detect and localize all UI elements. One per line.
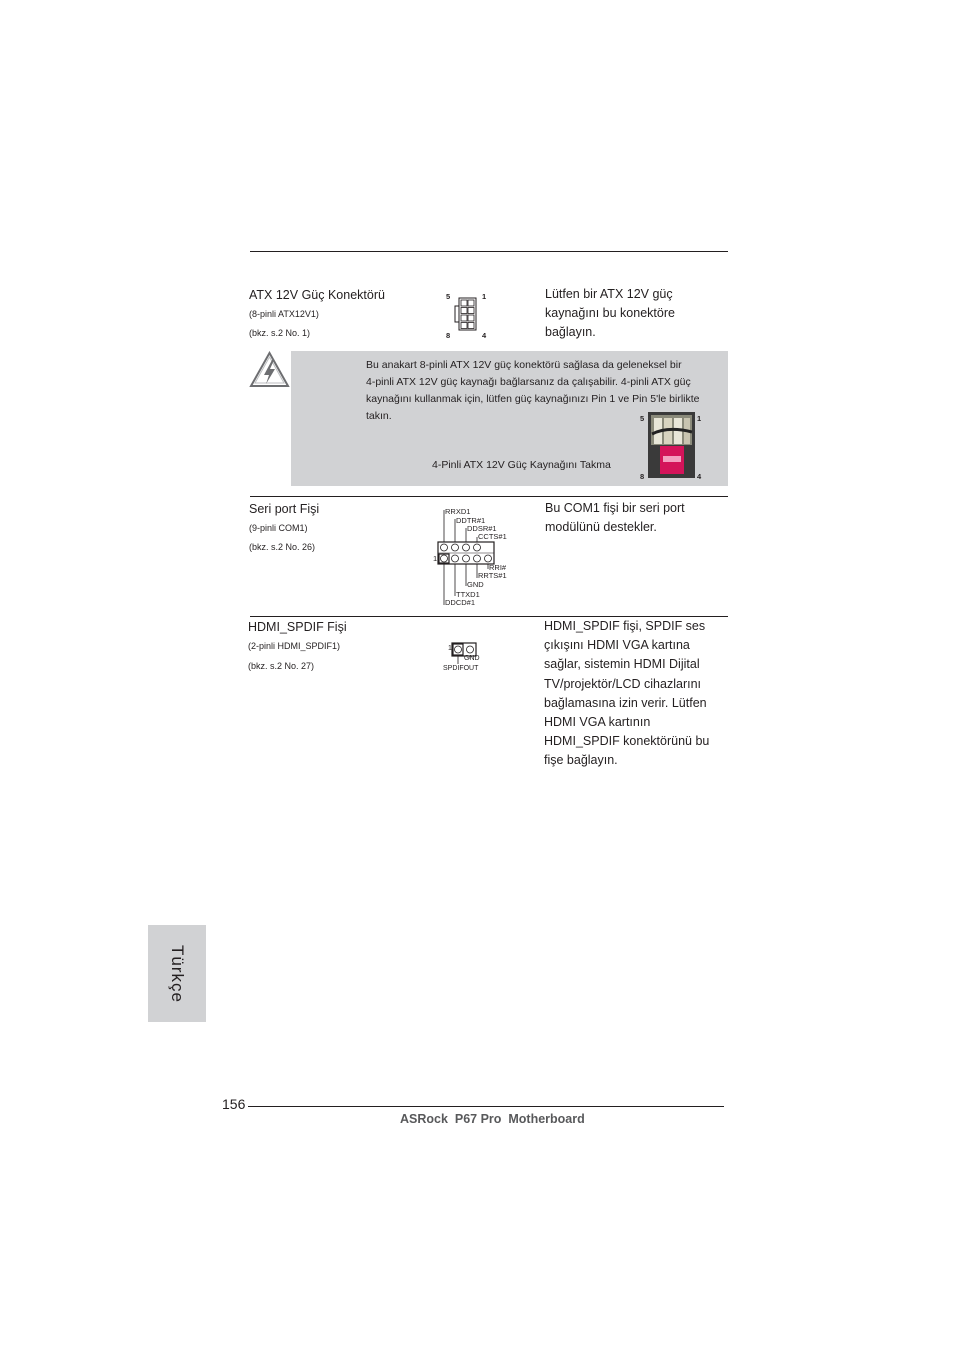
com-label-gnd: GND — [467, 580, 484, 589]
atx-pin-label-5: 5 — [446, 292, 451, 301]
footer-product-name: ASRock P67 Pro Motherboard — [400, 1112, 585, 1126]
hdmi-title: HDMI_SPDIF Fişi — [248, 620, 347, 634]
hdmi-desc-line: HDMI VGA kartının — [544, 715, 651, 730]
section-rule — [250, 496, 728, 497]
page-number: 156 — [222, 1096, 246, 1112]
hdmi-desc-line: fişe bağlayın. — [544, 753, 618, 768]
hdmi-subtitle: (2-pinli HDMI_SPDIF1) — [248, 641, 341, 651]
com-label-pin1: 1 — [433, 554, 438, 563]
com-desc-line: modülünü destekler. — [545, 520, 657, 535]
atx-title: ATX 12V Güç Konektörü — [249, 288, 385, 302]
com-reference: (bkz. s.2 No. 26) — [249, 542, 316, 552]
hdmi-reference: (bkz. s.2 No. 27) — [248, 661, 315, 671]
note-line: takın. — [366, 410, 392, 422]
note-pin-label-4: 4 — [697, 472, 702, 481]
hdmi-desc-line: TV/projektör/LCD cihazlarını — [544, 676, 702, 691]
hdmi-label-gnd: GND — [464, 655, 480, 662]
atx-pin-label-4: 4 — [482, 331, 487, 340]
com-label-ddcd1: DDCD#1 — [445, 598, 476, 607]
power-plug-photo — [648, 412, 695, 478]
atx-description — [545, 285, 675, 343]
note-line: 4-pinli ATX 12V güç kaynağı bağlarsanız da çalışabilir. 4-pinli ATX güç — [366, 376, 691, 388]
note-line: kaynağını kullanmak için, lütfen güç kaynağınızı Pin 1 ve Pin 5'le birlikte — [366, 393, 700, 405]
note-caption: 4-Pinli ATX 12V Güç Kaynağını Takma — [432, 459, 611, 471]
atx-connector-diagram — [452, 297, 478, 331]
com-desc-line: Bu COM1 fişi bir seri port — [545, 501, 685, 515]
hdmi-label-pin1: 1 — [448, 645, 452, 652]
com-subtitle: (9-pinli COM1) — [249, 523, 308, 533]
atx-desc-line: kaynağını bu konektöre — [545, 306, 675, 321]
com-description — [545, 499, 685, 537]
hdmi-desc-line: çıkışını HDMI VGA kartına — [544, 638, 690, 653]
atx-desc-line: bağlayın. — [545, 325, 596, 340]
hdmi-label-spdifout: SPDIFOUT — [443, 665, 479, 672]
hdmi-description — [544, 617, 709, 771]
com-label-rri: RRI# — [489, 563, 507, 572]
com-label-ddtr1: DDTR#1 — [456, 516, 486, 525]
atx-desc-line: Lütfen bir ATX 12V güç — [545, 287, 673, 301]
com-title: Seri port Fişi — [249, 502, 320, 516]
note-pin-label-5: 5 — [640, 414, 645, 423]
com-label-ttxd1: TTXD1 — [456, 590, 480, 599]
warning-icon — [249, 351, 290, 388]
hdmi-desc-line: HDMI_SPDIF konektörünü bu — [544, 734, 710, 749]
com-label-rrxd1: RRXD1 — [445, 507, 471, 516]
note-line: Bu anakart 8-pinli ATX 12V güç konektörü sağlasa da geleneksel bir — [366, 359, 682, 371]
top-rule — [250, 251, 728, 252]
hdmi-desc-line: sağlar, sistemin HDMI Dijital — [544, 657, 700, 672]
atx-pin-label-1: 1 — [482, 292, 487, 301]
note-pin-label-8: 8 — [640, 472, 645, 481]
note-pin-label-1: 1 — [697, 414, 702, 423]
com-label-ccts1: CCTS#1 — [478, 532, 507, 541]
com-label-ddsr1: DDSR#1 — [467, 524, 497, 533]
hdmi-desc-line: HDMI_SPDIF fişi, SPDIF ses — [544, 619, 706, 633]
language-tab-label: Türkçe — [168, 944, 187, 1003]
language-tab — [148, 925, 206, 1022]
com-label-rrts1: RRTS#1 — [478, 571, 507, 580]
atx-subtitle: (8-pinli ATX12V1) — [249, 309, 319, 319]
atx-pin-label-8: 8 — [446, 331, 451, 340]
atx-reference: (bkz. s.2 No. 1) — [249, 328, 311, 338]
footer-rule — [248, 1106, 724, 1107]
hdmi-desc-line: bağlamasına izin verir. Lütfen — [544, 695, 707, 710]
